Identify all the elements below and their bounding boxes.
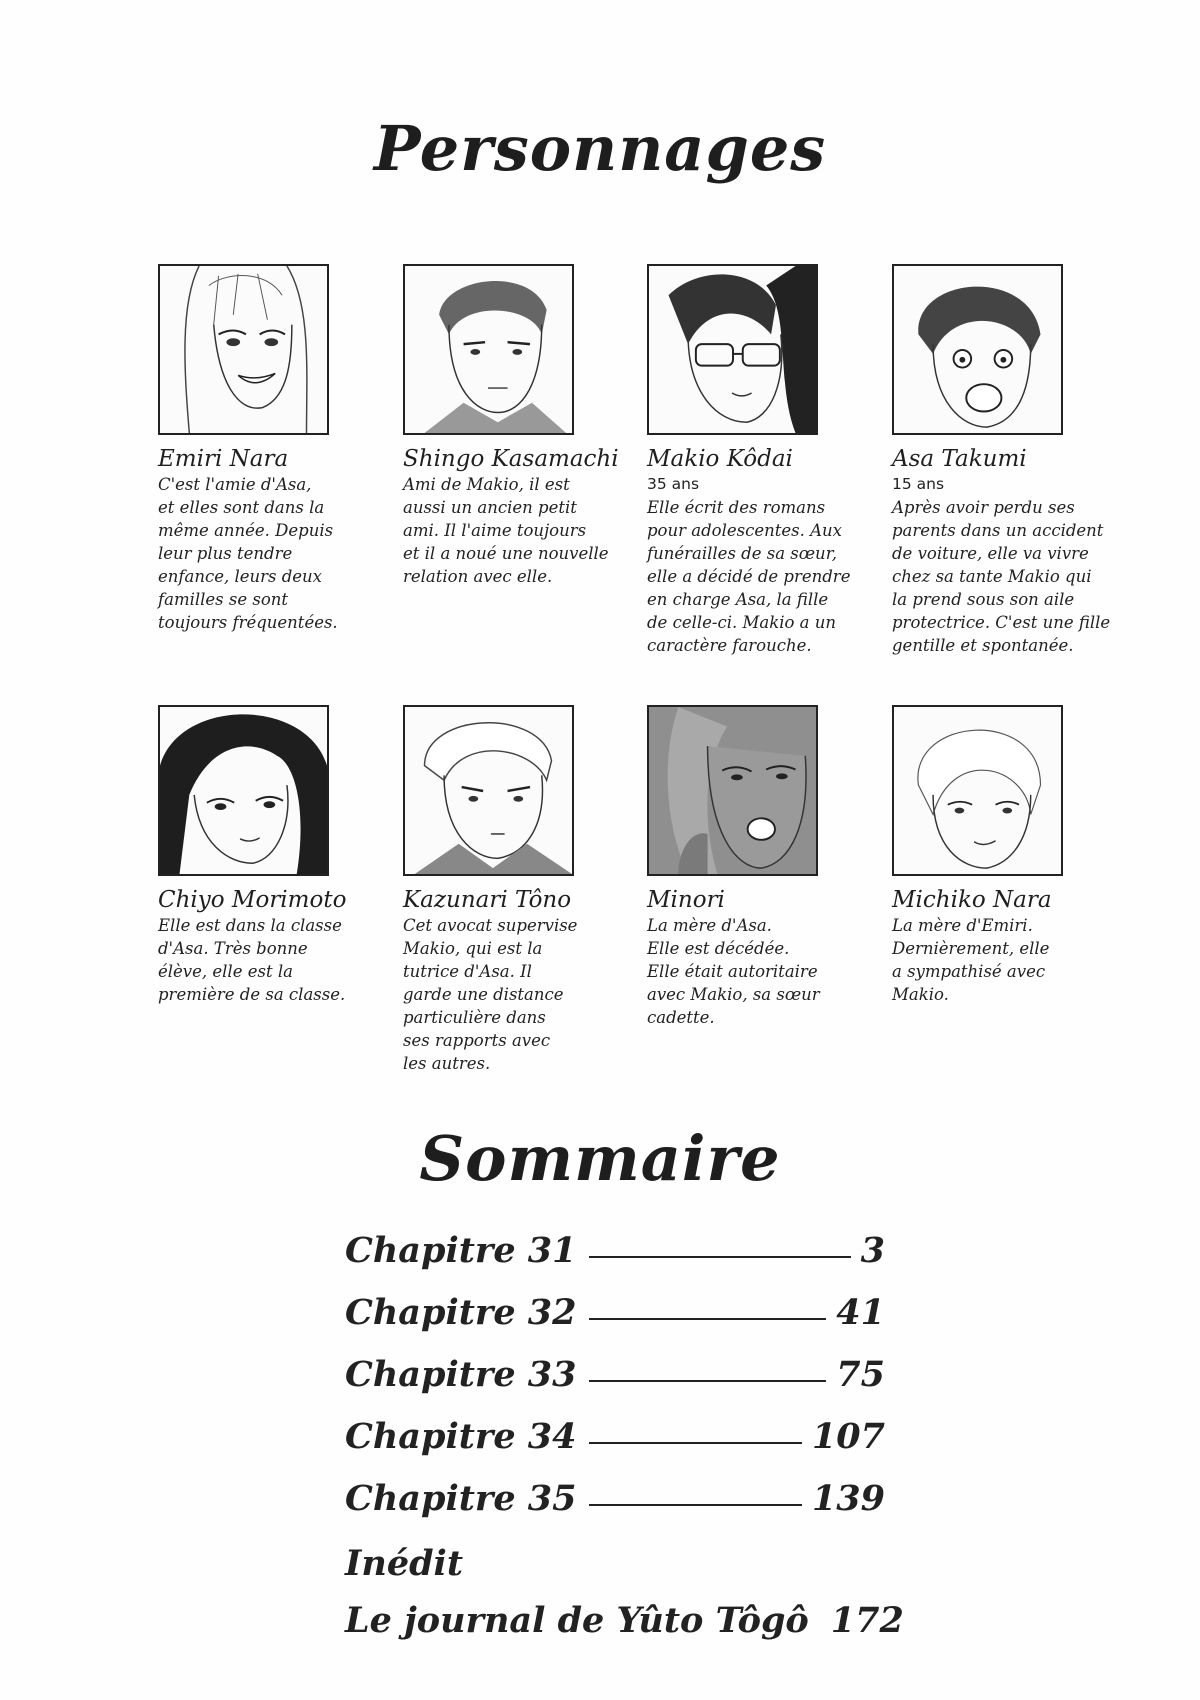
toc-entry-bonus[interactable] — [345, 1595, 904, 1645]
character-card-michiko — [892, 705, 1117, 1006]
toc-entry[interactable] — [345, 1473, 885, 1523]
toc-chapter-label: Chapitre 32 — [345, 1291, 577, 1333]
michiko-portrait — [892, 705, 1063, 876]
kazunari-portrait — [403, 705, 574, 876]
character-description: Cet avocat supervise Makio, qui est la tutrice d'Asa. Il garde une distance particulière dans ses rapports avec les autres. — [403, 916, 578, 1073]
character-age: 35 ans — [647, 475, 700, 493]
character-description: C'est l'amie d'Asa, et elles sont dans la même année. Depuis leur plus tendre enfance, leurs deux familles se sont toujours fréquentées. — [158, 475, 338, 632]
toc-entry[interactable] — [345, 1349, 885, 1399]
character-name: Michiko Nara — [892, 887, 1052, 913]
character-name: Asa Takumi — [892, 446, 1027, 472]
toc-leader-line — [589, 1442, 802, 1444]
toc-bonus-label: Le journal de Yûto Tôgô — [345, 1599, 809, 1641]
makio-portrait — [647, 264, 818, 435]
toc-leader-line — [589, 1318, 827, 1320]
personnages-title: Personnages — [373, 112, 827, 185]
chiyo-portrait — [158, 705, 329, 876]
character-card-kazunari — [403, 705, 628, 1075]
shingo-portrait — [403, 264, 574, 435]
character-description: Elle écrit des romans pour adolescentes. Aux funérailles de sa sœur, elle a décidé de prendre en charge Asa, la fille de celle-ci. Makio a un caractère farouche. — [647, 498, 851, 655]
sommaire-title: Sommaire — [419, 1122, 781, 1195]
toc-leader-line — [589, 1380, 827, 1382]
character-card-emiri — [158, 264, 383, 634]
toc-page-number: 41 — [836, 1291, 885, 1333]
toc-leader-line — [589, 1504, 802, 1506]
toc-chapter-label: Chapitre 34 — [345, 1415, 577, 1457]
toc-leader-line — [589, 1256, 851, 1258]
character-description: Elle est dans la classe d'Asa. Très bonne élève, elle est la première de sa classe. — [158, 916, 346, 1004]
toc-entry[interactable] — [345, 1411, 885, 1461]
toc-page-number: 172 — [830, 1599, 904, 1641]
toc-chapter-label: Chapitre 31 — [345, 1229, 577, 1271]
character-name: Makio Kôdai — [647, 446, 793, 472]
toc-page-number: 3 — [860, 1229, 885, 1271]
character-age: 15 ans — [892, 475, 945, 493]
character-card-asa — [892, 264, 1117, 657]
character-card-chiyo — [158, 705, 383, 1006]
character-card-shingo — [403, 264, 628, 588]
character-description: Ami de Makio, il est aussi un ancien petit ami. Il l'aime toujours et il a noué une nouvelle relation avec elle. — [403, 475, 609, 586]
toc-bonus-heading: Inédit — [345, 1543, 464, 1584]
character-description: La mère d'Asa. Elle est décédée. Elle était autoritaire avec Makio, sa sœur cadette. — [647, 916, 820, 1027]
emiri-portrait — [158, 264, 329, 435]
asa-portrait — [892, 264, 1063, 435]
character-description: Après avoir perdu ses parents dans un accident de voiture, elle va vivre chez sa tante Makio qui la prend sous son aile protectrice. C'est une fille gentille et spontanée. — [892, 498, 1111, 655]
character-name: Emiri Nara — [158, 446, 289, 472]
toc-page-number: 139 — [811, 1477, 885, 1519]
character-description: La mère d'Emiri. Dernièrement, elle a sympathisé avec Makio. — [892, 916, 1050, 1004]
toc-chapter-label: Chapitre 33 — [345, 1353, 577, 1395]
character-name: Minori — [647, 887, 725, 913]
character-name: Chiyo Morimoto — [158, 887, 347, 913]
toc-page-number: 75 — [836, 1353, 885, 1395]
character-name: Kazunari Tôno — [403, 887, 572, 913]
character-card-minori — [647, 705, 872, 1029]
character-name: Shingo Kasamachi — [403, 446, 619, 472]
toc-entry[interactable] — [345, 1225, 885, 1275]
toc-entry[interactable] — [345, 1287, 885, 1337]
toc-page-number: 107 — [811, 1415, 885, 1457]
minori-portrait — [647, 705, 818, 876]
toc-chapter-label: Chapitre 35 — [345, 1477, 577, 1519]
character-card-makio — [647, 264, 872, 657]
